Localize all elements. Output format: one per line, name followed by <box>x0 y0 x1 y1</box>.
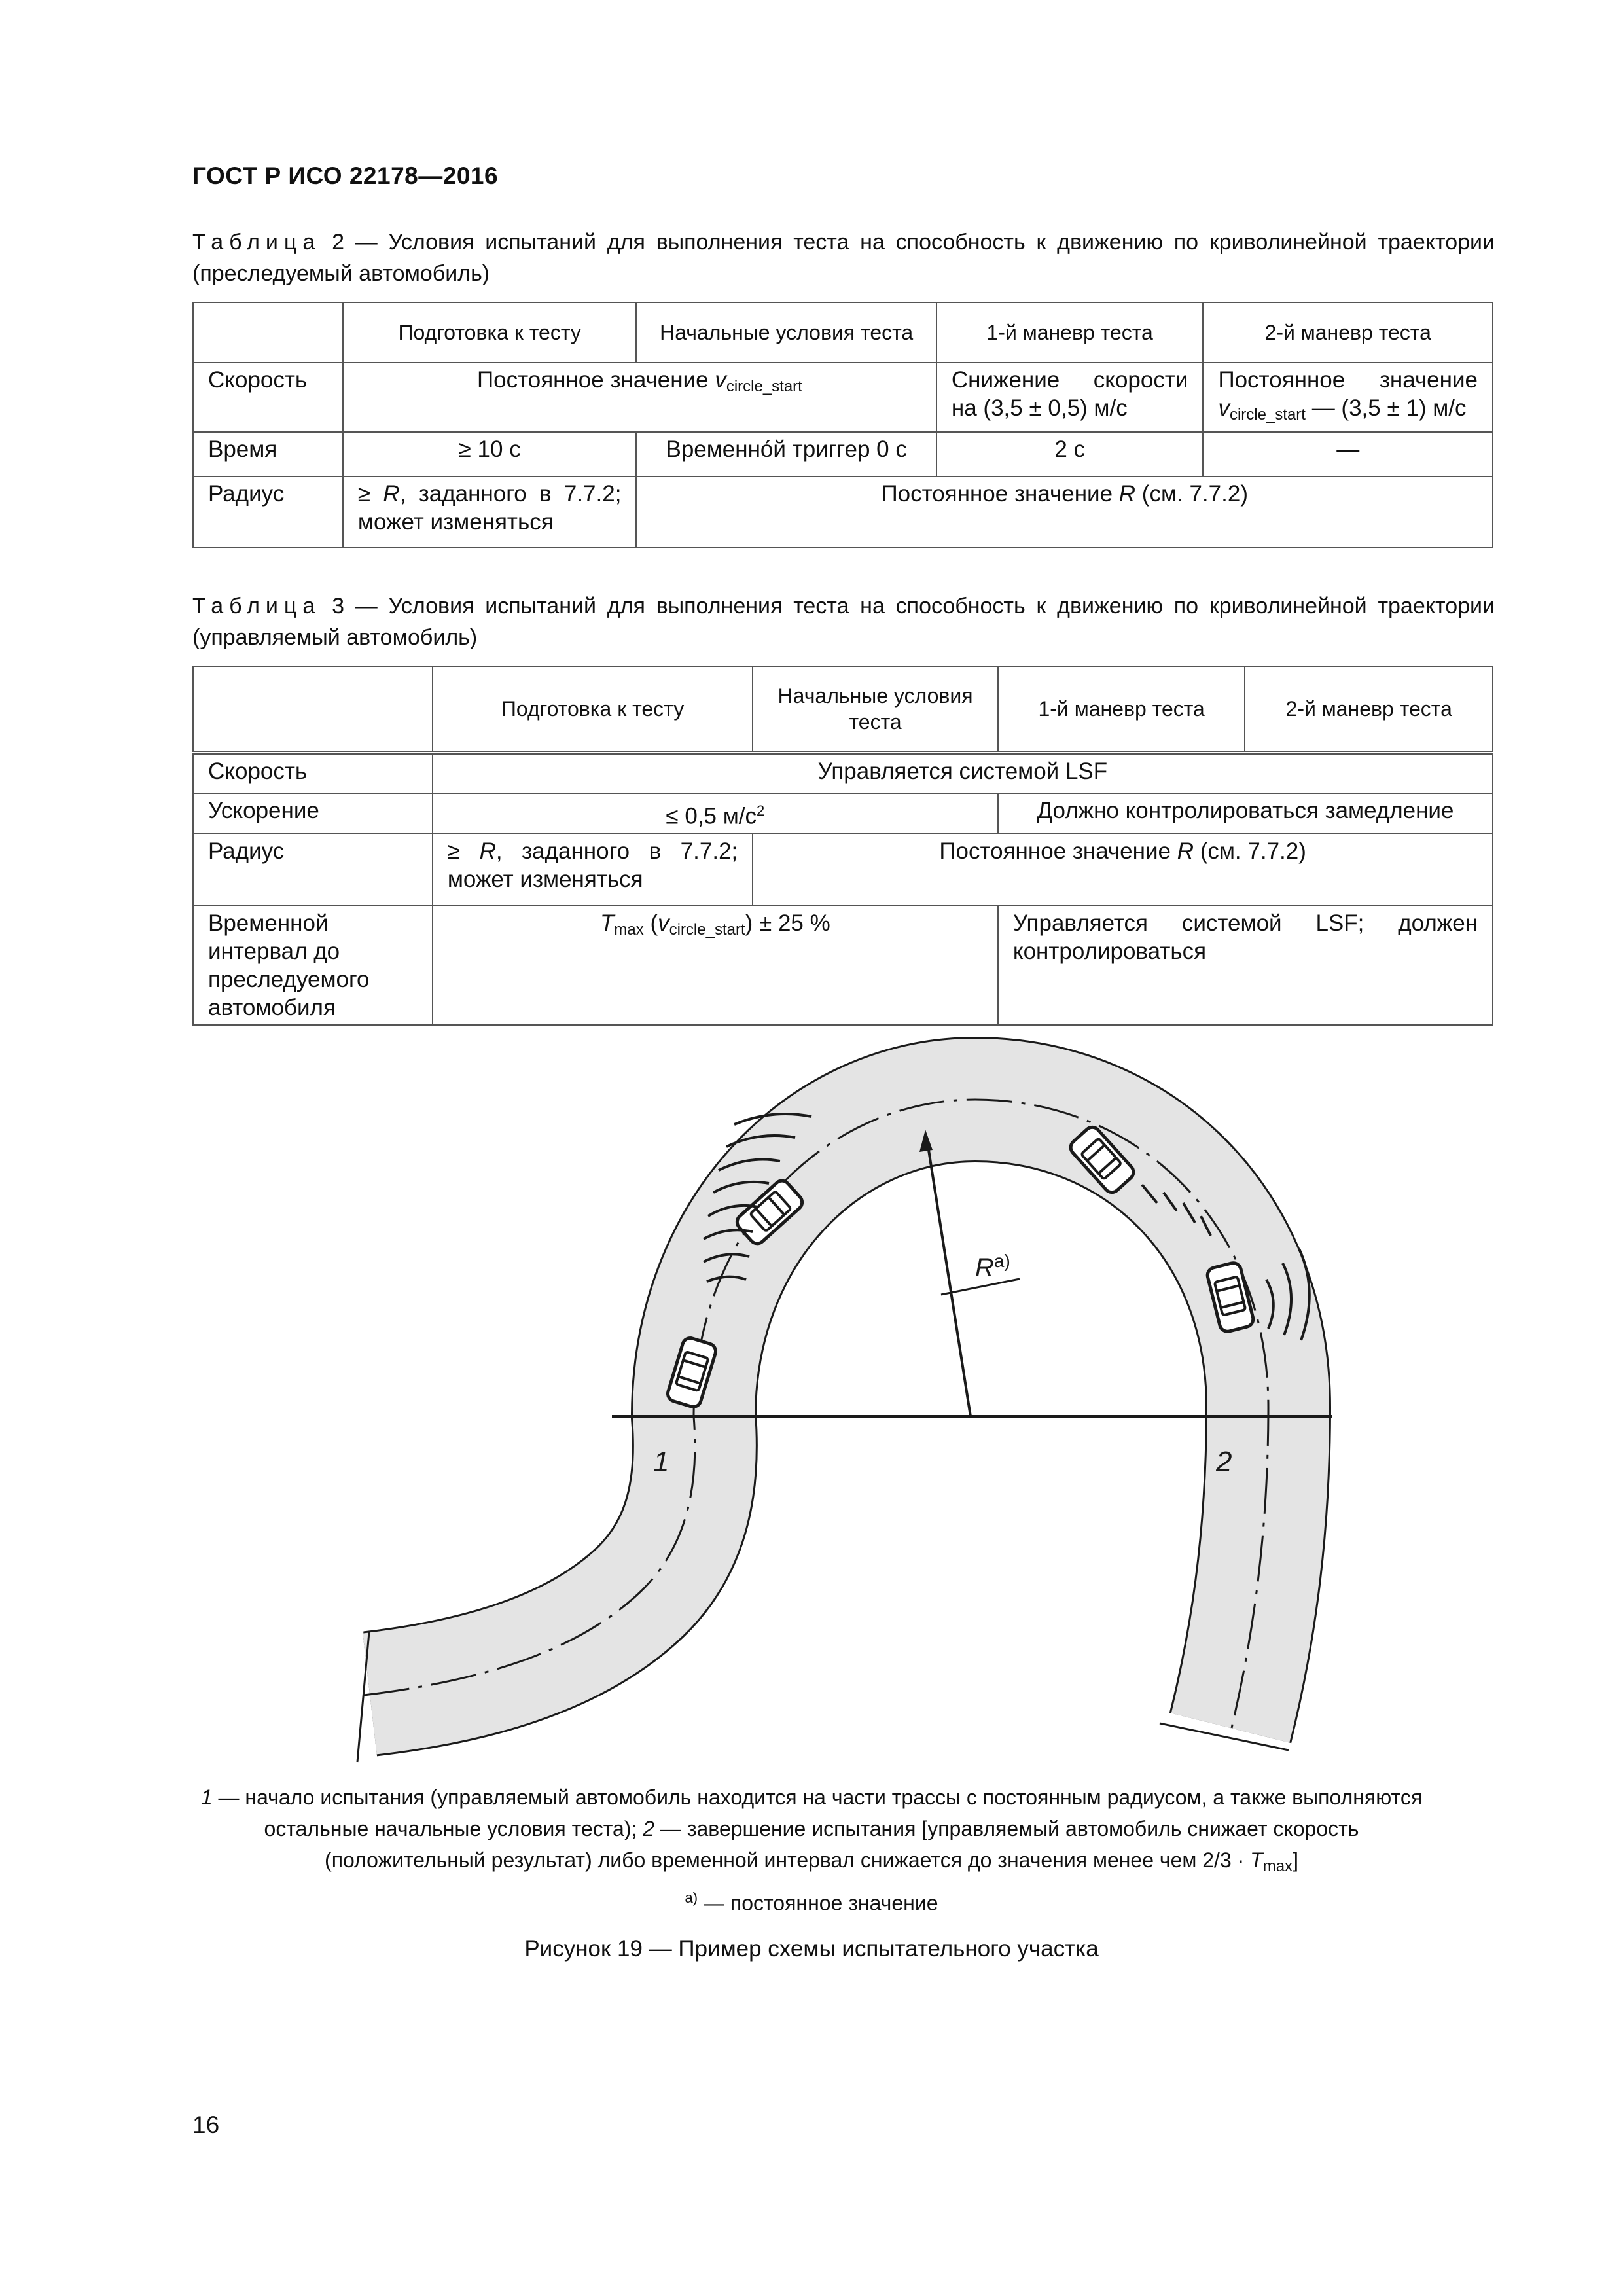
table3-header-cell: 1-й маневр теста <box>998 666 1245 753</box>
variable-r: R <box>1177 838 1194 864</box>
table2-caption-prefix: Таблица <box>192 230 321 255</box>
text: Постоянное значение <box>939 838 1177 864</box>
table3-radius-prep <box>433 834 753 906</box>
table2-caption <box>192 226 1495 289</box>
text: (см. 7.7.2) <box>1193 838 1306 864</box>
variable-v: v <box>715 367 726 393</box>
table2-time-prep: ≥ 10 с <box>343 432 637 476</box>
road-end-mask-left <box>262 1571 366 1767</box>
table2 <box>192 302 1493 548</box>
variable-r: R <box>1118 481 1136 507</box>
row-label: Скорость <box>193 753 433 793</box>
row-label: Временной интервал до преследуемого автомобиля <box>193 906 433 1025</box>
table3-header-cell: 2-й маневр теста <box>1245 666 1493 753</box>
table3-caption-text: 3 — Условия испытаний для выполнения теста на способность к движению по криволинейной траектории (управляемый автомобиль) <box>192 594 1495 650</box>
subscript: circle_start <box>726 378 802 395</box>
row-label: Скорость <box>193 363 343 432</box>
note-text: ] <box>1293 1848 1298 1872</box>
document-header: ГОСТ Р ИСО 22178—2016 <box>192 162 499 189</box>
table2-header-cell: Начальные условия теста <box>636 302 936 363</box>
table2-time-m2: — <box>1203 432 1493 476</box>
text: ( <box>643 910 658 936</box>
subscript: max <box>614 921 644 939</box>
table3-radius-rest <box>753 834 1493 906</box>
text: ≥ <box>447 838 480 864</box>
text: Постоянное значение <box>476 367 715 393</box>
table3-interval-prep-init <box>433 906 998 1025</box>
figure-title: Рисунок 19 — Пример схемы испытательного участка <box>524 1936 1099 1962</box>
note-text: — завершение испытания [управляемый автомобиль снижает скорость (положительный результат) либо временной интервал снижается до значения менее чем 2/3 · <box>325 1817 1359 1872</box>
table2-header-cell: Подготовка к тесту <box>343 302 637 363</box>
label-start: 1 <box>653 1446 669 1478</box>
variable-t: T <box>599 910 615 936</box>
row-label: Радиус <box>193 476 343 547</box>
variable-v: v <box>1218 395 1230 421</box>
figure-note <box>196 1782 1427 1919</box>
table3-header-cell: Подготовка к тесту <box>433 666 753 753</box>
table2-header-cell: 1-й маневр теста <box>936 302 1204 363</box>
table2-speed-m1: Снижение скорости на (3,5 ± 0,5) м/с <box>936 363 1204 432</box>
road-fill <box>370 1100 1268 1728</box>
note-text: — начало испытания (управляемый автомобиль находится на части трассы с постоянным радиусом, а также выполняются остальные начальные условия теста); <box>212 1785 1423 1840</box>
table2-header-cell: 2-й маневр теста <box>1203 302 1493 363</box>
text: Постоянное значение <box>881 481 1119 507</box>
text: — (3,5 ± 1) м/с <box>1305 395 1467 421</box>
table2-time-init: Временно́й триггер 0 с <box>636 432 936 476</box>
text: ≥ <box>357 481 383 507</box>
test-track-figure <box>0 1034 1623 1774</box>
table2-speed-prep-init <box>343 363 936 432</box>
row-label: Время <box>193 432 343 476</box>
table3-speed-all: Управляется системой LSF <box>433 753 1493 793</box>
table2-row-time <box>193 432 1493 476</box>
row-label: Ускорение <box>193 793 433 834</box>
subscript: max <box>1262 1857 1293 1875</box>
table2-time-m1: 2 с <box>936 432 1204 476</box>
table2-radius-prep <box>343 476 637 547</box>
subscript: circle_start <box>1229 406 1306 423</box>
table3-header-empty <box>193 666 433 753</box>
subscript: circle_start <box>669 921 745 939</box>
table2-header-row <box>193 302 1493 363</box>
table3-accel-prep-init <box>433 793 998 834</box>
note-number: 1 <box>200 1785 213 1809</box>
variable-r: R <box>479 838 496 864</box>
table2-radius-rest <box>636 476 1493 547</box>
table3-row-accel <box>193 793 1493 834</box>
table3-interval-man: Управляется системой LSF; должен контролироваться <box>998 906 1493 1025</box>
label-end: 2 <box>1216 1446 1232 1478</box>
table3-row-radius <box>193 834 1493 906</box>
radius-line <box>927 1138 971 1416</box>
note-number: 2 <box>643 1817 655 1840</box>
footnote-mark: a) <box>685 1890 698 1906</box>
text: (см. 7.7.2) <box>1135 481 1248 507</box>
radius-label: $R^{a)}$ <box>975 1251 1010 1282</box>
text: , заданного в 7.7.2; может изменяться <box>447 838 738 892</box>
table3-accel-man: Должно контролироваться замедление <box>998 793 1493 834</box>
variable-r: R <box>383 481 400 507</box>
table2-row-speed <box>193 363 1493 432</box>
text: ) ± 25 % <box>745 910 830 936</box>
variable-t: T <box>1250 1848 1263 1872</box>
superscript: 2 <box>757 802 765 819</box>
page-number: 16 <box>192 2111 220 2138</box>
variable-v: v <box>658 910 669 936</box>
table3-header-cell: Начальные условия теста <box>753 666 998 753</box>
table3-row-speed <box>193 753 1493 793</box>
table2-speed-m2 <box>1203 363 1493 432</box>
table2-caption-text: 2 — Условия испытаний для выполнения теста на способность к движению по криволинейной траектории (преследуемый автомобиль) <box>192 230 1495 286</box>
table2-header-empty <box>193 302 343 363</box>
text: Постоянное значение <box>1218 367 1478 393</box>
table3-caption-prefix: Таблица <box>192 594 321 619</box>
text: ≤ 0,5 м/с <box>666 803 757 829</box>
table3-row-interval <box>193 906 1493 1025</box>
table3-caption <box>192 590 1495 653</box>
footnote-text: — постоянное значение <box>698 1891 938 1915</box>
table2-row-radius <box>193 476 1493 547</box>
text: , заданного в 7.7.2; может изменяться <box>357 481 622 535</box>
table3-header-row <box>193 666 1493 753</box>
row-label: Радиус <box>193 834 433 906</box>
table3 <box>192 666 1493 1026</box>
